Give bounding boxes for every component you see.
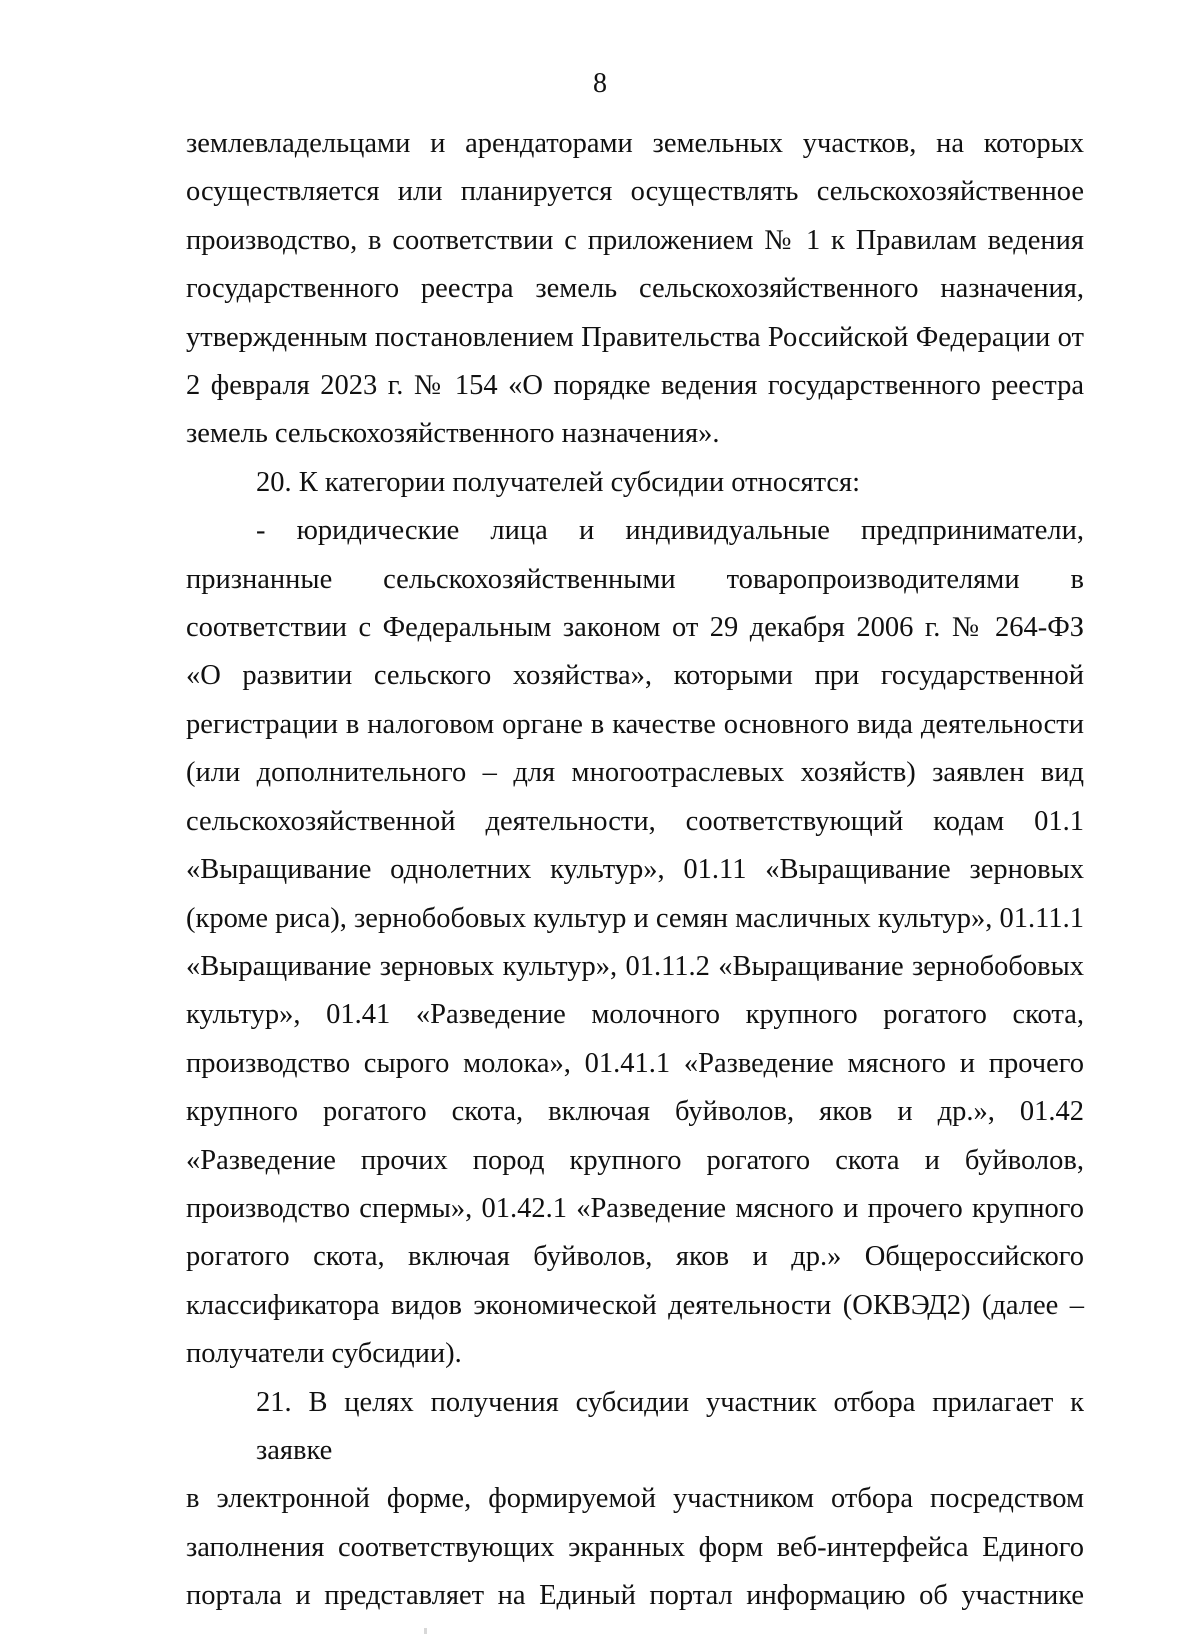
text-line: осуществляется или планируется осуществлять сельскохозяйственное (186, 176, 1084, 208)
text-line: землевладельцами и арендаторами земельных участков, на которых (186, 128, 1084, 159)
document-body (186, 120, 1084, 1621)
text-line: сельскохозяйственной деятельности, соответствующий кодам 01.1 (186, 805, 1084, 837)
page-number: 8 (593, 68, 607, 99)
text-line: классификатора видов экономической деятельности (ОКВЭД2) (далее – (186, 1289, 1084, 1321)
text-line: производство спермы», 01.42.1 «Разведение мясного и прочего крупного (186, 1192, 1084, 1224)
text-line: - юридические лица и индивидуальные предприниматели, (256, 515, 1084, 547)
text-line: (или дополнительного – для многоотраслевых хозяйств) заявлен вид (186, 757, 1084, 789)
text-line: культур», 01.41 «Разведение молочного крупного рогатого скота, (186, 999, 1084, 1031)
text-line: земель сельскохозяйственного назначения». (186, 418, 720, 450)
text-line: крупного рогатого скота, включая буйволов, яков и др.», 01.42 (186, 1096, 1084, 1128)
text-line: (кроме риса), зернобобовых культур и семян масличных культур», 01.11.1 (186, 902, 1084, 934)
text-line: заполнения соответствующих экранных форм веб-интерфейса Единого (186, 1531, 1084, 1563)
text-line: «Разведение прочих пород крупного рогатого скота и буйволов, (186, 1144, 1084, 1176)
text-line: государственного реестра земель сельскохозяйственного назначения, (186, 273, 1084, 305)
text-line: признанные сельскохозяйственными товаропроизводителями в (186, 563, 1084, 595)
text-line: 21. В целях получения субсидии участник отбора прилагает к заявке (256, 1386, 1084, 1466)
text-line: «О развитии сельского хозяйства», которыми при государственной (186, 660, 1084, 692)
text-line: 2 февраля 2023 г. № 154 «О порядке ведения государственного реестра (186, 370, 1084, 402)
text-line: утвержденным постановлением Правительства Российской Федерации от (186, 321, 1084, 353)
scan-artifact (424, 1628, 427, 1634)
text-line: рогатого скота, включая буйволов, яков и др.» Общероссийского (186, 1241, 1084, 1273)
text-line: соответствии с Федеральным законом от 29 декабря 2006 г. № 264-ФЗ (186, 612, 1084, 644)
text-line: портала и представляет на Единый портал информацию об участнике (186, 1580, 1084, 1612)
paragraph-21 (186, 1379, 1084, 1621)
text-line: производство, в соответствии с приложением № 1 к Правилам ведения (186, 224, 1084, 256)
paragraph-20-body (186, 507, 1084, 1378)
text-line: «Выращивание однолетних культур», 01.11 «Выращивание зерновых (186, 854, 1084, 886)
paragraph-continuation (186, 120, 1084, 459)
text-line: производство сырого молока», 01.41.1 «Разведение мясного и прочего (186, 1047, 1084, 1079)
paragraph-20-heading (186, 459, 1084, 507)
text-line: «Выращивание зерновых культур», 01.11.2 «Выращивание зернобобовых (186, 950, 1084, 982)
text-line: получатели субсидии). (186, 1338, 462, 1370)
text-line: в электронной форме, формируемой участником отбора посредством (186, 1483, 1084, 1515)
text-line: 20. К категории получателей субсидии относятся: (256, 466, 861, 498)
text-line: регистрации в налоговом органе в качестве основного вида деятельности (186, 708, 1084, 740)
